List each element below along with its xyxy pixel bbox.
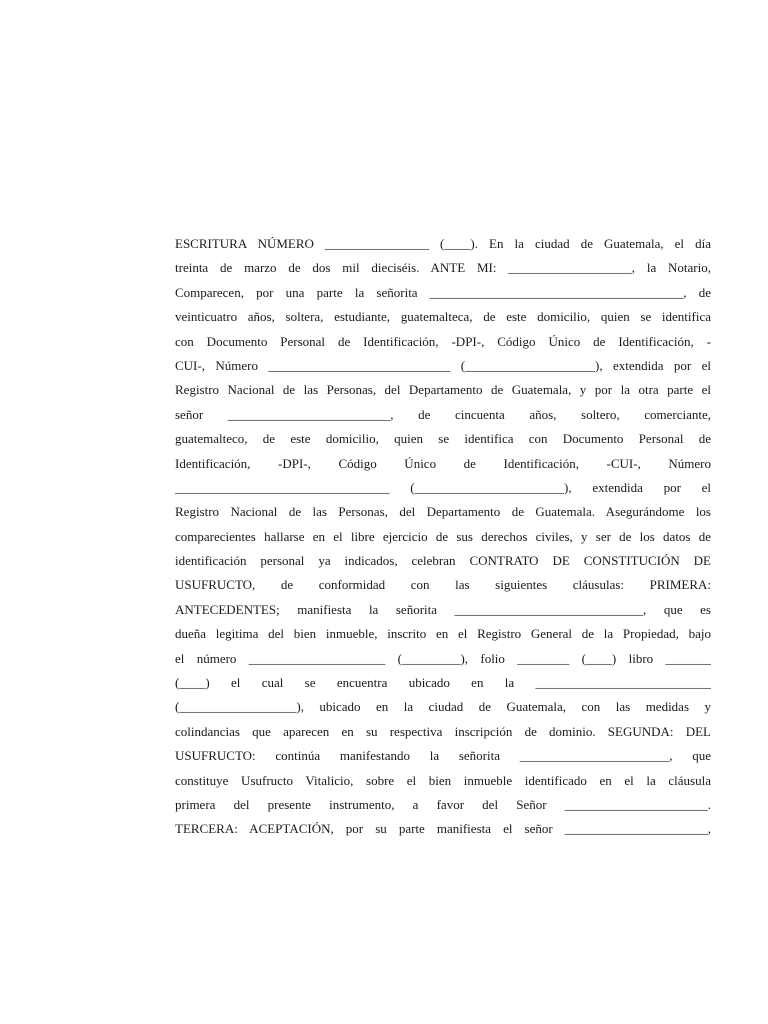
deed-line: el número _____________________ (_________), folio ________ (____) libro _______ bbox=[175, 650, 711, 666]
deed-line: Registro Nacional de las Personas, del Departamento de Guatemala. Asegurándome los bbox=[175, 504, 711, 520]
deed-line: colindancias que aparecen en su respectiva inscripción de dominio. SEGUNDA: DEL bbox=[175, 723, 711, 739]
deed-line: guatemalteco, de este domicilio, quien se identifica con Documento Personal de bbox=[175, 431, 711, 447]
deed-line: USUFRUCTO, de conformidad con las siguientes cláusulas: PRIMERA: bbox=[175, 577, 711, 593]
deed-line: veinticuatro años, soltera, estudiante, guatemalteca, de este domicilio, quien se identifica bbox=[175, 309, 711, 325]
deed-line: Identificación, -DPI-, Código Único de Identificación, -CUI-, Número bbox=[175, 455, 711, 471]
deed-line: primera del presente instrumento, a favor del Señor ______________________. bbox=[175, 796, 711, 812]
deed-line: (____) el cual se encuentra ubicado en la ___________________________ bbox=[175, 675, 711, 691]
deed-line: _________________________________ (_______________________), extendida por el bbox=[175, 479, 711, 495]
deed-line: Registro Nacional de las Personas, del Departamento de Guatemala, y por la otra parte el bbox=[175, 382, 711, 398]
deed-line: TERCERA: ACEPTACIÓN, por su parte manifiesta el señor ______________________, bbox=[175, 821, 711, 837]
deed-line: ESCRITURA NÚMERO ________________ (____). En la ciudad de Guatemala, el día bbox=[175, 236, 711, 251]
deed-line: ANTECEDENTES; manifiesta la señorita _____________________________, que es bbox=[175, 601, 711, 617]
deed-line: constituye Usufructo Vitalicio, sobre el bien inmueble identificado en el la cláusula bbox=[175, 772, 711, 788]
deed-line: identificación personal ya indicados, celebran CONTRATO DE CONSTITUCIÓN DE bbox=[175, 553, 711, 569]
deed-line: treinta de marzo de dos mil dieciséis. ANTE MI: ___________________, la Notario, bbox=[175, 260, 711, 276]
deed-line: USUFRUCTO: continúa manifestando la señorita _______________________, que bbox=[175, 748, 711, 764]
deed-line: señor _________________________, de cincuenta años, soltero, comerciante, bbox=[175, 406, 711, 422]
deed-line: comparecientes hallarse en el libre ejercicio de sus derechos civiles, y ser de los datos de bbox=[175, 528, 711, 544]
deed-text-block bbox=[175, 232, 711, 842]
deed-line: (__________________), ubicado en la ciudad de Guatemala, con las medidas y bbox=[175, 699, 711, 715]
deed-line: Comparecen, por una parte la señorita _______________________________________, de bbox=[175, 284, 711, 300]
deed-line: CUI-, Número ____________________________ (____________________), extendida por el bbox=[175, 357, 711, 373]
deed-line: dueña legitima del bien inmueble, inscrito en el Registro General de la Propiedad, bajo bbox=[175, 626, 711, 642]
deed-line: con Documento Personal de Identificación, -DPI-, Código Único de Identificación, - bbox=[175, 333, 711, 349]
